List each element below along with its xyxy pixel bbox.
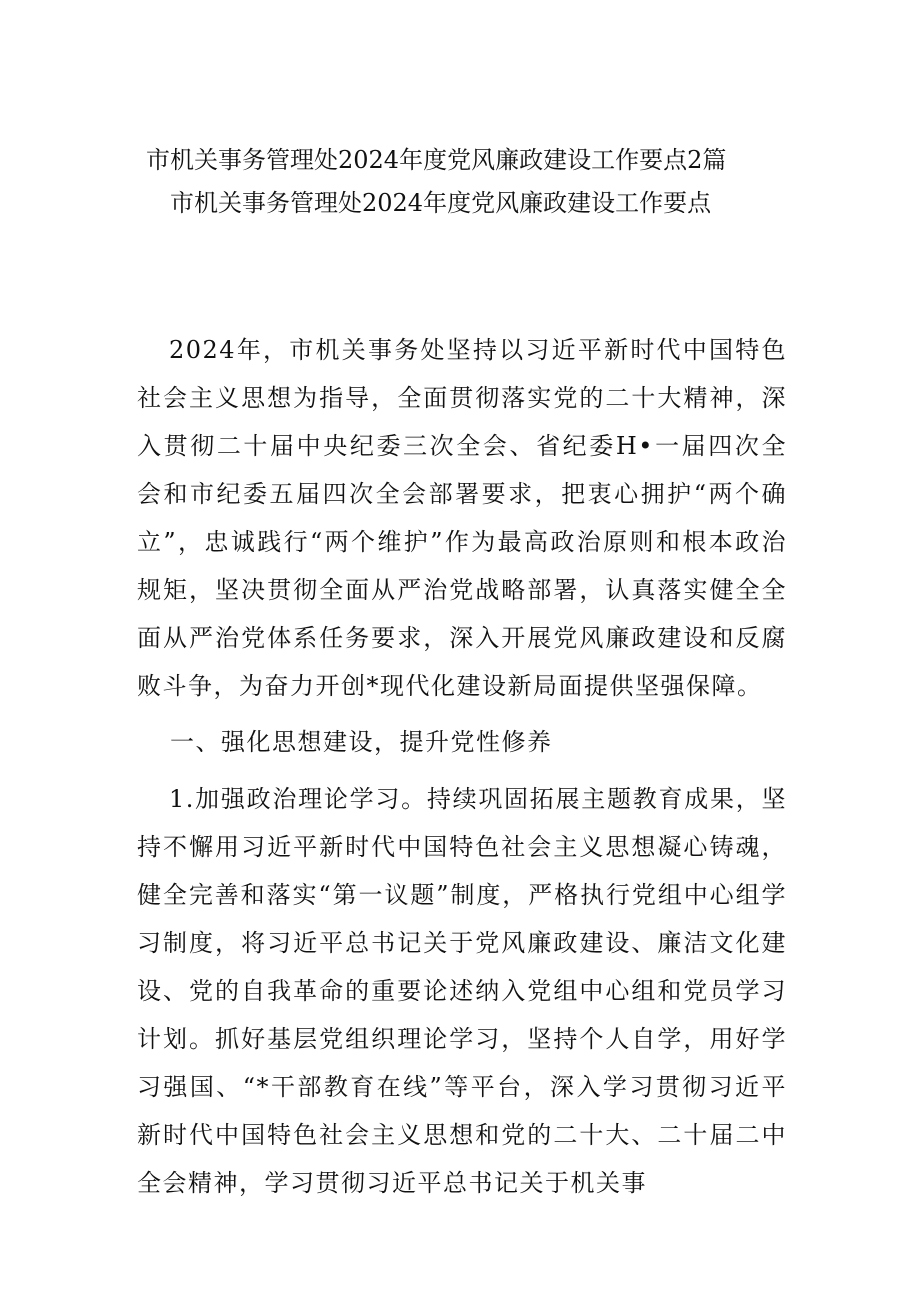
document-main-title: 市机关事务管理处2024年度党风廉政建设工作要点2篇 [146,146,727,174]
intro-paragraph: 2024年，市机关事务处坚持以习近平新时代中国特色社会主义思想为指导，全面贯彻落实党的二十大精神，深入贯彻二十届中央纪委三次全会、省纪委H•一届四次全会和市纪委五届四次全会部署要求，把衷心拥护“两个确立”，忠诚践行“两个维护”作为最高政治原则和根本政治规矩，坚决贯彻全面从严治党战略部署，认真落实健全全面从严治党体系任务要求，深入开展党风廉政建设和反腐败斗争，为奋力开创*现代化建设新局面提供坚强保障。 [137,336,787,700]
item-1-paragraph: 1.加强政治理论学习。持续巩固拓展主题教育成果，坚持不懈用习近平新时代中国特色社会主义思想凝心铸魂，健全完善和落实“第一议题”制度，严格执行党组中心组学习制度，将习近平总书记关于党风廉政建设、廉洁文化建设、党的自我革命的重要论述纳入党组中心组和党员学习计划。抓好基层党组织理论学习，坚持个人自学，用好学习强国、“*干部教育在线”等平台，深入学习贯彻习近平新时代中国特色社会主义思想和党的二十大、二十届二中全会精神，学习贯彻习近平总书记关于机关事 [137,785,787,1197]
document-subtitle: 市机关事务管理处2024年度党风廉政建设工作要点 [170,189,712,217]
section-1-heading: 一、强化思想建设，提升党性修养 [170,728,553,756]
